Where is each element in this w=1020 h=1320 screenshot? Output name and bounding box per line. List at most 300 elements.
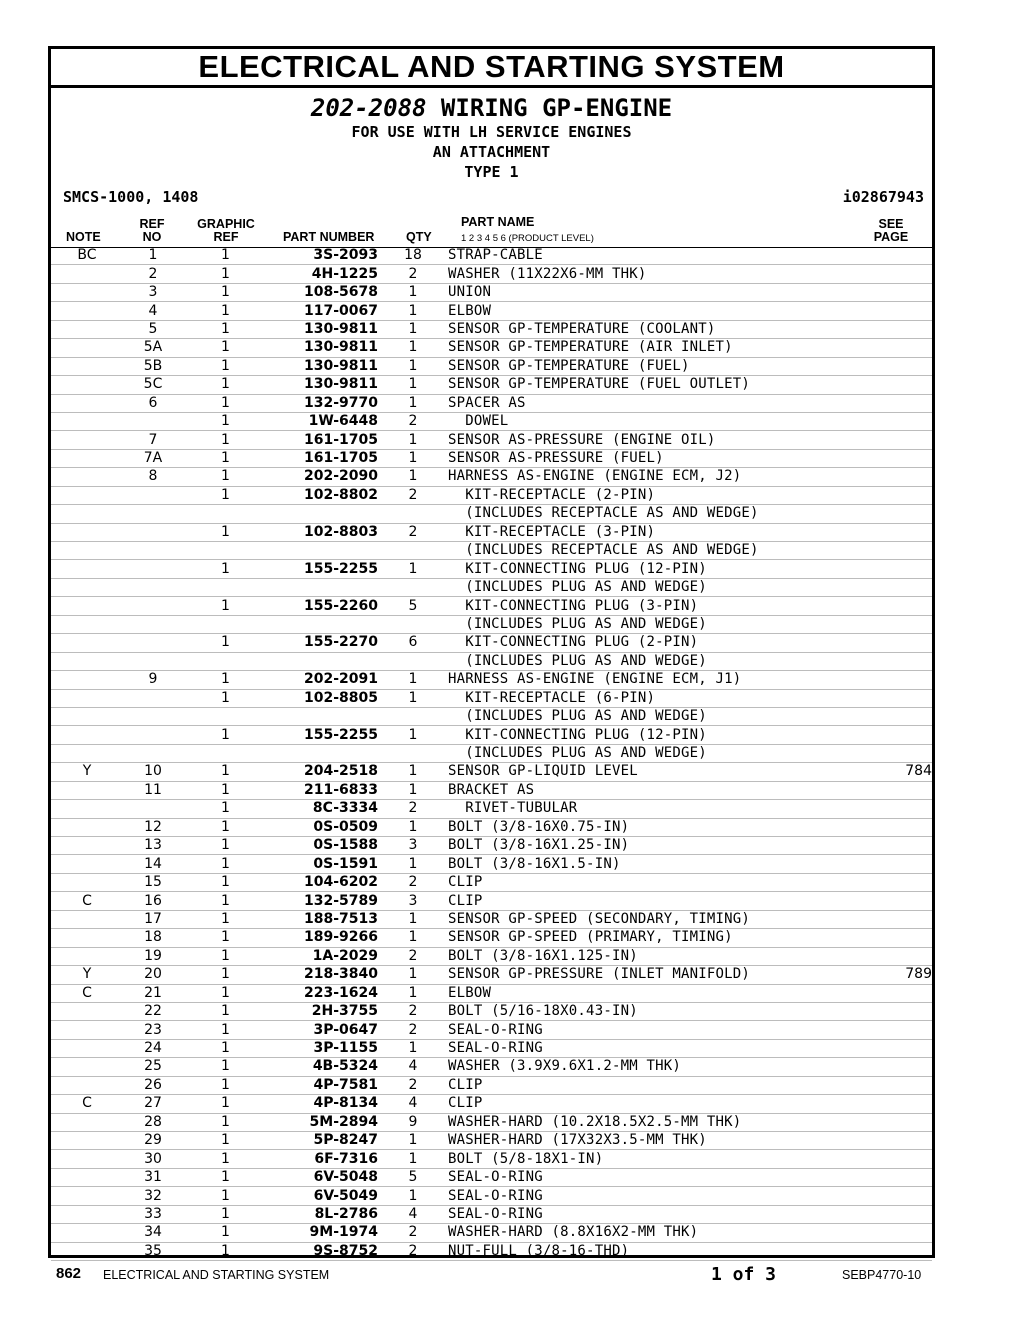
qty-cell: 1 [378,726,448,744]
qty-cell: 5 [378,1168,448,1186]
see-page-cell [848,1058,932,1076]
note-cell [51,597,123,615]
ref-no-cell: 33 [123,1205,183,1223]
part-name-cell: (INCLUDES RECEPTACLE AS AND WEDGE) [448,542,848,560]
qty-cell: 1 [378,929,448,947]
ref-no-cell: 30 [123,1150,183,1168]
see-page-cell [848,652,932,670]
ref-no-cell [123,542,183,560]
table-row [51,1242,932,1260]
part-name-cell: BOLT (5/8-18X1-IN) [448,1150,848,1168]
column-see-page [871,218,911,244]
ref-no-cell: 29 [123,1132,183,1150]
column-graphic-top: GRAPHIC [197,217,255,231]
note-cell [51,394,123,412]
ref-no-cell: 14 [123,855,183,873]
note-cell: BC [51,247,123,265]
part-number-cell: 223-1624 [268,984,378,1002]
note-cell [51,781,123,799]
note-cell: C [51,1095,123,1113]
part-name-cell: WASHER (3.9X9.6X1.2-MM THK) [448,1058,848,1076]
part-number-cell: 0S-1591 [268,855,378,873]
ref-no-cell: 27 [123,1095,183,1113]
table-row [51,431,932,449]
note-cell [51,800,123,818]
table-row [51,1076,932,1094]
column-part-name: PART NAME [461,215,535,229]
qty-cell: 4 [378,1058,448,1076]
note-cell [51,1002,123,1020]
part-number-cell: 3P-1155 [268,1039,378,1057]
table-row [51,1002,932,1020]
part-name-cell: SEAL-O-RING [448,1168,848,1186]
see-page-cell [848,837,932,855]
parts-table [51,247,932,1261]
ref-no-cell: 16 [123,892,183,910]
see-page-cell [848,1113,932,1131]
ref-no-cell: 11 [123,781,183,799]
qty-cell: 2 [378,412,448,430]
table-row [51,1205,932,1223]
part-name-cell: CLIP [448,1095,848,1113]
graphic-ref-cell: 1 [183,892,268,910]
part-number-cell: 0S-0509 [268,818,378,836]
qty-cell: 1 [378,1150,448,1168]
group-subtitle-3: TYPE 1 [464,163,519,181]
graphic-ref-cell: 1 [183,634,268,652]
see-page-cell [848,505,932,523]
note-cell [51,1168,123,1186]
column-part-number: PART NUMBER [283,230,375,244]
table-row [51,468,932,486]
note-cell [51,523,123,541]
part-number-cell: 188-7513 [268,910,378,928]
column-product-levels: 1 2 3 4 5 6 (PRODUCT LEVEL) [461,233,594,244]
graphic-ref-cell: 1 [183,265,268,283]
ref-no-cell: 25 [123,1058,183,1076]
graphic-ref-cell: 1 [183,376,268,394]
ref-no-cell [123,726,183,744]
table-row [51,597,932,615]
qty-cell: 4 [378,1205,448,1223]
graphic-ref-cell: 1 [183,1132,268,1150]
graphic-ref-cell: 1 [183,449,268,467]
note-cell [51,910,123,928]
note-cell: Y [51,763,123,781]
smcs-code: SMCS-1000, 1408 [63,188,199,206]
see-page-cell [848,615,932,633]
see-page-cell [848,283,932,301]
graphic-ref-cell: 1 [183,1002,268,1020]
see-page-cell [848,1021,932,1039]
table-row [51,283,932,301]
ref-no-cell [123,486,183,504]
part-number-cell: 204-2518 [268,763,378,781]
ref-no-cell: 22 [123,1002,183,1020]
ref-no-cell: 3 [123,283,183,301]
note-cell [51,560,123,578]
ref-no-cell [123,744,183,762]
part-name-cell: CLIP [448,892,848,910]
note-cell [51,726,123,744]
note-cell [51,412,123,430]
note-cell [51,1205,123,1223]
ref-no-cell [123,615,183,633]
see-page-cell [848,1039,932,1057]
graphic-ref-cell: 1 [183,984,268,1002]
qty-cell: 5 [378,597,448,615]
table-row [51,837,932,855]
part-number-cell: 132-5789 [268,892,378,910]
ref-no-cell: 31 [123,1168,183,1186]
column-ref-top: REF [139,217,165,231]
table-row [51,634,932,652]
part-number-cell: 202-2091 [268,671,378,689]
part-name-cell: KIT-CONNECTING PLUG (12-PIN) [448,560,848,578]
table-row [51,1187,932,1205]
qty-cell [378,615,448,633]
see-page-cell: 784 [848,763,932,781]
part-name-cell: BOLT (3/8-16X1.5-IN) [448,855,848,873]
see-page-cell [848,744,932,762]
page-footer [0,1265,1020,1285]
qty-cell: 1 [378,855,448,873]
table-row [51,726,932,744]
column-see-bottom: PAGE [873,230,909,244]
graphic-ref-cell: 1 [183,1058,268,1076]
see-page-cell [848,1205,932,1223]
graphic-ref-cell [183,615,268,633]
see-page-cell [848,929,932,947]
part-number-cell: 211-6833 [268,781,378,799]
part-number-cell [268,542,378,560]
part-number-cell: 0S-1588 [268,837,378,855]
part-name-cell: SENSOR GP-TEMPERATURE (AIR INLET) [448,339,848,357]
qty-cell: 1 [378,1132,448,1150]
part-number-cell [268,707,378,725]
table-row [51,1039,932,1057]
ref-no-cell: 12 [123,818,183,836]
column-ref-bottom: NO [142,230,162,244]
part-name-cell: UNION [448,283,848,301]
qty-cell: 1 [378,394,448,412]
part-number-cell: 8L-2786 [268,1205,378,1223]
part-name-cell: SPACER AS [448,394,848,412]
part-name-cell: KIT-CONNECTING PLUG (3-PIN) [448,597,848,615]
part-name-cell: WASHER-HARD (17X32X3.5-MM THK) [448,1132,848,1150]
part-name-cell: NUT-FULL (3/8-16-THD) [448,1242,848,1260]
graphic-ref-cell: 1 [183,357,268,375]
graphic-ref-cell: 1 [183,1021,268,1039]
part-number-cell: 4H-1225 [268,265,378,283]
note-cell [51,320,123,338]
illustration-id: i02867943 [842,188,924,206]
note-cell: C [51,984,123,1002]
table-row [51,247,932,265]
part-name-cell: HARNESS AS-ENGINE (ENGINE ECM, J1) [448,671,848,689]
qty-cell: 1 [378,671,448,689]
table-row [51,818,932,836]
graphic-ref-cell: 1 [183,837,268,855]
table-row [51,523,932,541]
note-cell [51,505,123,523]
table-row [51,1132,932,1150]
qty-cell: 9 [378,1113,448,1131]
graphic-ref-cell: 1 [183,320,268,338]
table-row [51,449,932,467]
graphic-ref-cell [183,652,268,670]
qty-cell: 1 [378,1187,448,1205]
table-row [51,615,932,633]
ref-no-cell: 23 [123,1021,183,1039]
part-name-cell: BOLT (3/8-16X1.125-IN) [448,947,848,965]
note-cell [51,652,123,670]
see-page-cell [848,412,932,430]
graphic-ref-cell: 1 [183,560,268,578]
ref-no-cell: 15 [123,873,183,891]
qty-cell: 2 [378,800,448,818]
table-row [51,707,932,725]
part-name-cell: SENSOR AS-PRESSURE (FUEL) [448,449,848,467]
graphic-ref-cell: 1 [183,431,268,449]
column-qty: QTY [406,230,432,244]
part-name-cell: HARNESS AS-ENGINE (ENGINE ECM, J2) [448,468,848,486]
part-name-cell: SEAL-O-RING [448,1021,848,1039]
graphic-ref-cell: 1 [183,929,268,947]
part-number-cell: 155-2255 [268,560,378,578]
part-name-cell: DOWEL [448,412,848,430]
part-number-cell: 5P-8247 [268,1132,378,1150]
qty-cell: 1 [378,1039,448,1057]
see-page-cell [848,1242,932,1260]
part-number-cell: 130-9811 [268,376,378,394]
note-cell [51,1113,123,1131]
table-row [51,966,932,984]
table-row [51,910,932,928]
graphic-ref-cell: 1 [183,1205,268,1223]
see-page-cell [848,800,932,818]
graphic-ref-cell: 1 [183,1095,268,1113]
ref-no-cell: 19 [123,947,183,965]
part-name-cell: (INCLUDES PLUG AS AND WEDGE) [448,615,848,633]
part-name-cell: KIT-CONNECTING PLUG (2-PIN) [448,634,848,652]
part-number-cell [268,505,378,523]
part-number-cell [268,744,378,762]
see-page-cell [848,1095,932,1113]
graphic-ref-cell: 1 [183,468,268,486]
table-row [51,376,932,394]
qty-cell: 2 [378,523,448,541]
part-name-cell: BOLT (3/8-16X1.25-IN) [448,837,848,855]
graphic-ref-cell: 1 [183,671,268,689]
see-page-cell [848,1002,932,1020]
note-cell [51,339,123,357]
note-cell [51,357,123,375]
part-name-cell: BOLT (5/16-18X0.43-IN) [448,1002,848,1020]
footer-document-id: SEBP4770-10 [842,1268,922,1282]
graphic-ref-cell: 1 [183,726,268,744]
note-cell: C [51,892,123,910]
table-row [51,542,932,560]
qty-cell: 1 [378,763,448,781]
see-page-cell [848,597,932,615]
ref-no-cell [123,800,183,818]
note-cell [51,1039,123,1057]
table-row [51,394,932,412]
see-page-cell [848,486,932,504]
table-row [51,781,932,799]
group-heading [51,94,932,182]
qty-cell: 18 [378,247,448,265]
note-cell [51,707,123,725]
table-row [51,1224,932,1242]
table-row [51,505,932,523]
see-page-cell [848,1187,932,1205]
qty-cell: 1 [378,984,448,1002]
see-page-cell [848,376,932,394]
graphic-ref-cell: 1 [183,523,268,541]
table-row [51,320,932,338]
see-page-cell [848,892,932,910]
note-cell [51,837,123,855]
footer-page-of: 1 of 3 [711,1264,777,1285]
qty-cell: 1 [378,357,448,375]
qty-cell: 2 [378,1002,448,1020]
see-page-cell [848,984,932,1002]
note-cell [51,265,123,283]
group-subtitle-1: FOR USE WITH LH SERVICE ENGINES [351,123,632,141]
part-name-cell: BRACKET AS [448,781,848,799]
part-name-cell: KIT-RECEPTACLE (3-PIN) [448,523,848,541]
graphic-ref-cell: 1 [183,689,268,707]
part-name-cell: (INCLUDES PLUG AS AND WEDGE) [448,707,848,725]
table-row [51,671,932,689]
part-number-cell: 1W-6448 [268,412,378,430]
ref-no-cell: 13 [123,837,183,855]
ref-no-cell [123,578,183,596]
qty-cell: 2 [378,873,448,891]
part-number-cell: 9M-1974 [268,1224,378,1242]
qty-cell: 1 [378,283,448,301]
qty-cell: 2 [378,947,448,965]
graphic-ref-cell [183,505,268,523]
ref-no-cell: 17 [123,910,183,928]
note-cell [51,1058,123,1076]
qty-cell: 1 [378,468,448,486]
parts-list-frame [48,46,935,1258]
table-row [51,763,932,781]
ref-no-cell: 26 [123,1076,183,1094]
part-name-cell: RIVET-TUBULAR [448,800,848,818]
see-page-cell [848,468,932,486]
part-number-cell: 155-2260 [268,597,378,615]
qty-cell: 1 [378,910,448,928]
part-number-cell [268,615,378,633]
column-note: NOTE [66,230,101,244]
part-number-cell: 132-9770 [268,394,378,412]
graphic-ref-cell [183,707,268,725]
part-name-cell: KIT-RECEPTACLE (2-PIN) [448,486,848,504]
table-row [51,984,932,1002]
qty-cell [378,542,448,560]
part-name-cell: SENSOR GP-SPEED (SECONDARY, TIMING) [448,910,848,928]
part-number-cell: 3S-2093 [268,247,378,265]
ref-no-cell: 10 [123,763,183,781]
see-page-cell [848,394,932,412]
part-number-cell: 102-8802 [268,486,378,504]
ref-no-cell: 24 [123,1039,183,1057]
qty-cell: 4 [378,1095,448,1113]
part-name-cell: SENSOR GP-TEMPERATURE (COOLANT) [448,320,848,338]
see-page-cell [848,1168,932,1186]
part-name-cell: WASHER-HARD (8.8X16X2-MM THK) [448,1224,848,1242]
qty-cell: 1 [378,376,448,394]
part-number-cell [268,578,378,596]
part-name-cell: ELBOW [448,984,848,1002]
ref-no-cell: 35 [123,1242,183,1260]
part-number-cell: 3P-0647 [268,1021,378,1039]
part-number-cell: 130-9811 [268,339,378,357]
ref-no-cell: 21 [123,984,183,1002]
qty-cell: 1 [378,339,448,357]
column-header [51,213,932,248]
graphic-ref-cell: 1 [183,1224,268,1242]
qty-cell: 2 [378,1224,448,1242]
graphic-ref-cell: 1 [183,1113,268,1131]
table-row [51,1168,932,1186]
table-row [51,800,932,818]
note-cell [51,1132,123,1150]
table-row [51,689,932,707]
table-row [51,302,932,320]
part-number-cell: 117-0067 [268,302,378,320]
qty-cell [378,578,448,596]
qty-cell: 2 [378,1242,448,1260]
see-page-cell [848,431,932,449]
group-number: 202-2088 [310,94,427,122]
footer-section: ELECTRICAL AND STARTING SYSTEM [103,1268,330,1282]
table-row [51,1113,932,1131]
ref-no-cell [123,523,183,541]
part-name-cell: SENSOR GP-PRESSURE (INLET MANIFOLD) [448,966,848,984]
note-cell [51,376,123,394]
ref-no-cell: 4 [123,302,183,320]
part-name-cell: KIT-CONNECTING PLUG (12-PIN) [448,726,848,744]
ref-no-cell: 5B [123,357,183,375]
group-name: WIRING GP-ENGINE [440,94,673,122]
part-name-cell: SENSOR GP-SPEED (PRIMARY, TIMING) [448,929,848,947]
part-name-cell: SEAL-O-RING [448,1205,848,1223]
column-graphic-ref [194,218,258,244]
see-page-cell [848,634,932,652]
graphic-ref-cell: 1 [183,818,268,836]
see-page-cell [848,1224,932,1242]
part-name-cell: (INCLUDES PLUG AS AND WEDGE) [448,652,848,670]
qty-cell [378,652,448,670]
graphic-ref-cell: 1 [183,283,268,301]
ref-no-cell: 34 [123,1224,183,1242]
table-row [51,929,932,947]
ref-no-cell: 18 [123,929,183,947]
qty-cell: 2 [378,486,448,504]
part-number-cell: 9S-8752 [268,1242,378,1260]
see-page-cell [848,689,932,707]
part-number-cell: 130-9811 [268,357,378,375]
note-cell [51,615,123,633]
graphic-ref-cell: 1 [183,394,268,412]
see-page-cell [848,247,932,265]
part-number-cell: 5M-2894 [268,1113,378,1131]
